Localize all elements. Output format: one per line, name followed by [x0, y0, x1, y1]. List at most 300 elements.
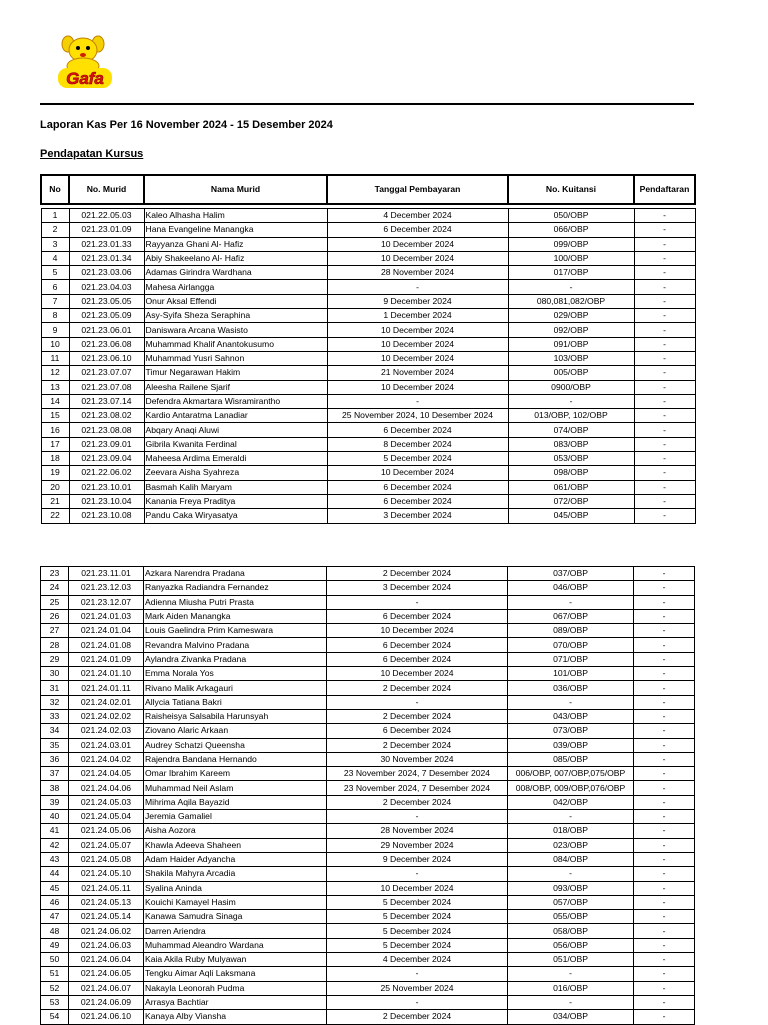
- row-receipt-no: 100/OBP: [508, 251, 634, 265]
- header-no: No: [41, 175, 69, 204]
- row-receipt-no: 045/OBP: [508, 509, 634, 523]
- row-receipt-no: 046/OBP: [508, 581, 634, 595]
- row-student-name: Muhammad Yusri Sahnon: [144, 351, 327, 365]
- row-receipt-no: 008/OBP, 009/OBP,076/OBP: [508, 781, 634, 795]
- row-receipt-no: 085/OBP: [508, 752, 634, 766]
- row-student-name: Louis Gaelindra Prim Kameswara: [144, 624, 327, 638]
- row-student-id: 021.23.03.06: [69, 266, 144, 280]
- table-row: [41, 995, 695, 1009]
- row-receipt-no: -: [508, 394, 634, 408]
- row-student-id: 021.23.01.09: [69, 223, 144, 237]
- row-receipt-no: 089/OBP: [508, 624, 634, 638]
- table-row: [41, 695, 695, 709]
- table-row: [41, 480, 695, 494]
- table-row: [41, 667, 695, 681]
- row-registration: -: [634, 323, 695, 337]
- row-payment-date: 10 December 2024: [327, 251, 508, 265]
- row-student-name: Gibrila Kwanita Ferdinal: [144, 437, 327, 451]
- table-row: [41, 266, 695, 280]
- row-payment-date: 25 November 2024, 10 Desember 2024: [327, 409, 508, 423]
- table-row: [41, 509, 695, 523]
- table-row: [41, 767, 695, 781]
- table-row: [41, 595, 695, 609]
- row-student-id: 021.23.10.01: [69, 480, 144, 494]
- row-no: 17: [41, 437, 69, 451]
- row-no: 34: [41, 724, 69, 738]
- row-registration: -: [634, 824, 695, 838]
- row-student-name: Abiy Shakeelano Al- Hafiz: [144, 251, 327, 265]
- row-receipt-no: 017/OBP: [508, 266, 634, 280]
- row-payment-date: 6 December 2024: [327, 638, 508, 652]
- row-student-name: Rivano Malik Arkagauri: [144, 681, 327, 695]
- table-row: [41, 981, 695, 995]
- row-receipt-no: 056/OBP: [508, 938, 634, 952]
- row-no: 37: [41, 767, 69, 781]
- row-no: 16: [41, 423, 69, 437]
- row-student-id: 021.23.07.07: [69, 366, 144, 380]
- table-row: [41, 838, 695, 852]
- row-student-name: Kaia Akila Ruby Mulyawan: [144, 953, 327, 967]
- row-no: 42: [41, 838, 69, 852]
- row-no: 25: [41, 595, 69, 609]
- table-row: [41, 1010, 695, 1024]
- row-student-name: Azkara Narendra Pradana: [144, 567, 327, 581]
- table-row: [41, 938, 695, 952]
- row-registration: -: [634, 380, 695, 394]
- row-student-id: 021.24.01.04: [69, 624, 144, 638]
- row-no: 10: [41, 337, 69, 351]
- row-payment-date: 6 December 2024: [327, 652, 508, 666]
- row-registration: -: [634, 280, 695, 294]
- row-no: 14: [41, 394, 69, 408]
- row-registration: -: [634, 895, 695, 909]
- header-payment-date: Tanggal Pembayaran: [327, 175, 508, 204]
- row-no: 23: [41, 567, 69, 581]
- row-student-name: Rayyanza Ghani Al- Hafiz: [144, 237, 327, 251]
- row-no: 1: [41, 209, 69, 223]
- row-registration: -: [634, 910, 695, 924]
- row-payment-date: 28 November 2024: [327, 266, 508, 280]
- row-receipt-no: 055/OBP: [508, 910, 634, 924]
- table-row: [41, 652, 695, 666]
- row-receipt-no: 057/OBP: [508, 895, 634, 909]
- row-registration: -: [634, 624, 695, 638]
- row-receipt-no: 016/OBP: [508, 981, 634, 995]
- row-student-id: 021.23.07.14: [69, 394, 144, 408]
- row-payment-date: 2 December 2024: [327, 567, 508, 581]
- row-payment-date: 10 December 2024: [327, 667, 508, 681]
- row-student-name: Kaleo Alhasha Halim: [144, 209, 327, 223]
- table-row: [41, 351, 695, 365]
- table-row: [41, 567, 695, 581]
- row-student-id: 021.24.03.01: [69, 738, 144, 752]
- row-student-name: Tengku Aimar Aqli Laksmana: [144, 967, 327, 981]
- row-receipt-no: 099/OBP: [508, 237, 634, 251]
- row-student-id: 021.24.06.09: [69, 995, 144, 1009]
- table-row: [41, 223, 695, 237]
- row-payment-date: -: [327, 967, 508, 981]
- table-row: [41, 953, 695, 967]
- row-registration: -: [634, 995, 695, 1009]
- row-student-id: 021.24.05.04: [69, 810, 144, 824]
- row-no: 9: [41, 323, 69, 337]
- table-row: [41, 967, 695, 981]
- row-student-id: 021.24.04.05: [69, 767, 144, 781]
- row-student-id: 021.24.01.03: [69, 609, 144, 623]
- table-row: [41, 609, 695, 623]
- row-student-id: 021.23.06.01: [69, 323, 144, 337]
- header-registration: Pendaftaran: [634, 175, 695, 204]
- row-registration: -: [634, 795, 695, 809]
- row-payment-date: 5 December 2024: [327, 452, 508, 466]
- table-row: [41, 624, 695, 638]
- table-row: [41, 437, 695, 451]
- row-registration: -: [634, 337, 695, 351]
- table-header-row: [41, 175, 695, 204]
- row-payment-date: 2 December 2024: [327, 1010, 508, 1024]
- row-no: 3: [41, 237, 69, 251]
- row-receipt-no: 071/OBP: [508, 652, 634, 666]
- row-registration: -: [634, 652, 695, 666]
- row-no: 7: [41, 294, 69, 308]
- row-no: 40: [41, 810, 69, 824]
- row-no: 27: [41, 624, 69, 638]
- row-student-name: Defendra Akmartara Wisramirantho: [144, 394, 327, 408]
- header-student-id: No. Murid: [69, 175, 144, 204]
- row-receipt-no: 098/OBP: [508, 466, 634, 480]
- table-row: [41, 724, 695, 738]
- table-row: [41, 810, 695, 824]
- row-receipt-no: 061/OBP: [508, 480, 634, 494]
- row-student-id: 021.23.10.08: [69, 509, 144, 523]
- row-student-id: 021.24.04.02: [69, 752, 144, 766]
- row-registration: -: [634, 667, 695, 681]
- row-student-id: 021.23.06.08: [69, 337, 144, 351]
- row-no: 46: [41, 895, 69, 909]
- row-student-name: Darren Ariendra: [144, 924, 327, 938]
- row-receipt-no: 091/OBP: [508, 337, 634, 351]
- table-row: [41, 867, 695, 881]
- table-row: [41, 251, 695, 265]
- row-no: 43: [41, 852, 69, 866]
- row-student-id: 021.23.08.02: [69, 409, 144, 423]
- row-payment-date: -: [327, 810, 508, 824]
- row-no: 54: [41, 1010, 69, 1024]
- row-payment-date: -: [327, 695, 508, 709]
- row-payment-date: 6 December 2024: [327, 724, 508, 738]
- row-payment-date: 23 November 2024, 7 Desember 2024: [327, 767, 508, 781]
- row-no: 35: [41, 738, 69, 752]
- header-divider: [40, 103, 694, 105]
- table-row: [41, 681, 695, 695]
- row-registration: -: [634, 351, 695, 365]
- row-no: 5: [41, 266, 69, 280]
- row-no: 38: [41, 781, 69, 795]
- row-receipt-no: 074/OBP: [508, 423, 634, 437]
- row-receipt-no: 036/OBP: [508, 681, 634, 695]
- row-registration: -: [634, 967, 695, 981]
- row-payment-date: -: [327, 394, 508, 408]
- table-row: [41, 781, 695, 795]
- row-receipt-no: -: [508, 810, 634, 824]
- row-payment-date: 10 December 2024: [327, 237, 508, 251]
- row-receipt-no: 006/OBP, 007/OBP,075/OBP: [508, 767, 634, 781]
- row-student-id: 021.24.01.08: [69, 638, 144, 652]
- row-payment-date: 10 December 2024: [327, 466, 508, 480]
- row-receipt-no: 072/OBP: [508, 494, 634, 508]
- row-no: 50: [41, 953, 69, 967]
- row-student-name: Aisha Aozora: [144, 824, 327, 838]
- row-no: 53: [41, 995, 69, 1009]
- row-registration: -: [634, 852, 695, 866]
- row-registration: -: [634, 881, 695, 895]
- table-row: [41, 294, 695, 308]
- row-student-id: 021.24.05.06: [69, 824, 144, 838]
- row-registration: -: [634, 266, 695, 280]
- row-payment-date: 8 December 2024: [327, 437, 508, 451]
- row-no: 48: [41, 924, 69, 938]
- row-no: 28: [41, 638, 69, 652]
- row-receipt-no: 066/OBP: [508, 223, 634, 237]
- row-student-name: Muhammad Khalif Anantokusumo: [144, 337, 327, 351]
- row-student-id: 021.23.01.33: [69, 237, 144, 251]
- row-registration: -: [634, 681, 695, 695]
- row-payment-date: 4 December 2024: [327, 209, 508, 223]
- table-row: [41, 910, 695, 924]
- row-registration: -: [634, 924, 695, 938]
- row-student-id: 021.23.11.01: [69, 567, 144, 581]
- row-student-name: Onur Aksal Effendi: [144, 294, 327, 308]
- row-registration: -: [634, 781, 695, 795]
- row-student-name: Khawla Adeeva Shaheen: [144, 838, 327, 852]
- row-student-name: Daniswara Arcana Wasisto: [144, 323, 327, 337]
- row-student-id: 021.24.02.02: [69, 709, 144, 723]
- row-receipt-no: 101/OBP: [508, 667, 634, 681]
- row-no: 44: [41, 867, 69, 881]
- table-row: [41, 752, 695, 766]
- table-row: [41, 581, 695, 595]
- row-student-id: 021.24.02.01: [69, 695, 144, 709]
- row-payment-date: -: [327, 995, 508, 1009]
- row-no: 52: [41, 981, 69, 995]
- row-registration: -: [634, 724, 695, 738]
- row-receipt-no: 037/OBP: [508, 567, 634, 581]
- row-registration: -: [634, 309, 695, 323]
- row-receipt-no: 073/OBP: [508, 724, 634, 738]
- row-no: 13: [41, 380, 69, 394]
- row-receipt-no: 013/OBP, 102/OBP: [508, 409, 634, 423]
- row-student-id: 021.24.04.06: [69, 781, 144, 795]
- row-payment-date: 29 November 2024: [327, 838, 508, 852]
- row-student-name: Kanaya Alby Viansha: [144, 1010, 327, 1024]
- row-no: 11: [41, 351, 69, 365]
- row-no: 51: [41, 967, 69, 981]
- row-payment-date: 10 December 2024: [327, 881, 508, 895]
- row-student-id: 021.24.06.03: [69, 938, 144, 952]
- row-student-name: Adamas Girindra Wardhana: [144, 266, 327, 280]
- row-registration: -: [634, 251, 695, 265]
- income-table-page2: [40, 566, 695, 1025]
- row-registration: -: [634, 938, 695, 952]
- row-payment-date: 3 December 2024: [327, 509, 508, 523]
- row-registration: -: [634, 709, 695, 723]
- row-student-id: 021.24.05.08: [69, 852, 144, 866]
- row-registration: -: [634, 1010, 695, 1024]
- row-student-name: Nakayla Leonorah Pudma: [144, 981, 327, 995]
- row-payment-date: 2 December 2024: [327, 795, 508, 809]
- row-student-name: Aylandra Zivanka Pradana: [144, 652, 327, 666]
- row-payment-date: 5 December 2024: [327, 895, 508, 909]
- row-no: 29: [41, 652, 69, 666]
- row-registration: -: [634, 810, 695, 824]
- row-payment-date: 21 November 2024: [327, 366, 508, 380]
- table-row: [41, 237, 695, 251]
- row-registration: -: [634, 838, 695, 852]
- row-receipt-no: 093/OBP: [508, 881, 634, 895]
- row-payment-date: 2 December 2024: [327, 738, 508, 752]
- logo-text: Gafa: [66, 69, 104, 88]
- row-student-id: 021.24.05.03: [69, 795, 144, 809]
- gafa-logo: [54, 30, 116, 90]
- row-receipt-no: 058/OBP: [508, 924, 634, 938]
- row-registration: -: [634, 294, 695, 308]
- row-student-name: Hana Evangeline Manangka: [144, 223, 327, 237]
- row-payment-date: 6 December 2024: [327, 480, 508, 494]
- row-receipt-no: -: [508, 867, 634, 881]
- row-registration: -: [634, 738, 695, 752]
- row-registration: -: [634, 423, 695, 437]
- table-row: [41, 895, 695, 909]
- row-student-name: Jeremia Gamaliel: [144, 810, 327, 824]
- row-student-name: Adienna Miusha Putri Prasta: [144, 595, 327, 609]
- table-row: [41, 323, 695, 337]
- row-student-name: Pandu Caka Wiryasatya: [144, 509, 327, 523]
- row-student-name: Abqary Anaqi Aluwi: [144, 423, 327, 437]
- row-receipt-no: 103/OBP: [508, 351, 634, 365]
- row-registration: -: [634, 509, 695, 523]
- section-title: Pendapatan Kursus: [40, 148, 144, 160]
- row-registration: -: [634, 953, 695, 967]
- row-payment-date: 10 December 2024: [327, 323, 508, 337]
- table-row: [41, 709, 695, 723]
- row-registration: -: [634, 480, 695, 494]
- header-student-name: Nama Murid: [144, 175, 327, 204]
- row-student-name: Asy-Syifa Sheza Seraphina: [144, 309, 327, 323]
- table-row: [41, 852, 695, 866]
- row-registration: -: [634, 981, 695, 995]
- row-payment-date: 23 November 2024, 7 Desember 2024: [327, 781, 508, 795]
- table-row: [41, 337, 695, 351]
- row-registration: -: [634, 366, 695, 380]
- row-student-id: 021.23.10.04: [69, 494, 144, 508]
- row-receipt-no: -: [508, 967, 634, 981]
- row-student-id: 021.23.09.04: [69, 452, 144, 466]
- row-student-id: 021.23.06.10: [69, 351, 144, 365]
- row-student-name: Timur Negarawan Hakim: [144, 366, 327, 380]
- row-payment-date: 6 December 2024: [327, 423, 508, 437]
- row-receipt-no: -: [508, 280, 634, 294]
- row-no: 24: [41, 581, 69, 595]
- row-registration: -: [634, 437, 695, 451]
- table-row: [41, 409, 695, 423]
- row-student-name: Audrey Schatzi Queensha: [144, 738, 327, 752]
- row-student-name: Ziovano Alaric Arkaan: [144, 724, 327, 738]
- row-payment-date: -: [327, 867, 508, 881]
- row-student-name: Muhammad Neil Aslam: [144, 781, 327, 795]
- row-payment-date: 10 December 2024: [327, 337, 508, 351]
- row-student-name: Allycia Tatiana Bakri: [144, 695, 327, 709]
- row-student-id: 021.22.05.03: [69, 209, 144, 223]
- row-no: 36: [41, 752, 69, 766]
- row-receipt-no: 042/OBP: [508, 795, 634, 809]
- row-payment-date: 3 December 2024: [327, 581, 508, 595]
- table-row: [41, 466, 695, 480]
- row-no: 12: [41, 366, 69, 380]
- row-student-name: Kouichi Kamayel Hasim: [144, 895, 327, 909]
- row-student-id: 021.23.08.08: [69, 423, 144, 437]
- row-receipt-no: 029/OBP: [508, 309, 634, 323]
- row-receipt-no: 043/OBP: [508, 709, 634, 723]
- row-no: 8: [41, 309, 69, 323]
- row-no: 45: [41, 881, 69, 895]
- row-payment-date: -: [327, 595, 508, 609]
- row-student-name: Rajendra Bandana Hernando: [144, 752, 327, 766]
- row-payment-date: 1 December 2024: [327, 309, 508, 323]
- row-student-name: Mahesa Airlangga: [144, 280, 327, 294]
- row-no: 32: [41, 695, 69, 709]
- row-student-name: Raisheisya Salsabila Harunsyah: [144, 709, 327, 723]
- row-receipt-no: -: [508, 695, 634, 709]
- row-no: 30: [41, 667, 69, 681]
- row-student-id: 021.23.05.05: [69, 294, 144, 308]
- row-registration: -: [634, 209, 695, 223]
- row-student-id: 021.24.05.11: [69, 881, 144, 895]
- header-receipt-no: No. Kuitansi: [508, 175, 634, 204]
- row-student-id: 021.24.06.02: [69, 924, 144, 938]
- row-payment-date: -: [327, 280, 508, 294]
- row-receipt-no: 051/OBP: [508, 953, 634, 967]
- row-registration: -: [634, 494, 695, 508]
- row-registration: -: [634, 638, 695, 652]
- table-row: [41, 638, 695, 652]
- row-no: 31: [41, 681, 69, 695]
- row-no: 20: [41, 480, 69, 494]
- row-registration: -: [634, 409, 695, 423]
- row-receipt-no: 0900/OBP: [508, 380, 634, 394]
- row-student-id: 021.24.01.09: [69, 652, 144, 666]
- row-receipt-no: 050/OBP: [508, 209, 634, 223]
- row-no: 21: [41, 494, 69, 508]
- row-no: 22: [41, 509, 69, 523]
- row-payment-date: 5 December 2024: [327, 924, 508, 938]
- row-no: 47: [41, 910, 69, 924]
- row-student-id: 021.24.05.07: [69, 838, 144, 852]
- row-student-name: Basmah Kalih Maryam: [144, 480, 327, 494]
- row-no: 6: [41, 280, 69, 294]
- table-row: [41, 280, 695, 294]
- row-receipt-no: 070/OBP: [508, 638, 634, 652]
- row-receipt-no: 023/OBP: [508, 838, 634, 852]
- row-student-id: 021.23.12.07: [69, 595, 144, 609]
- table-row: [41, 366, 695, 380]
- row-payment-date: 6 December 2024: [327, 609, 508, 623]
- row-student-name: Shakila Mahyra Arcadia: [144, 867, 327, 881]
- row-registration: -: [634, 466, 695, 480]
- row-student-id: 021.23.01.34: [69, 251, 144, 265]
- row-student-name: Ranyazka Radiandra Fernandez: [144, 581, 327, 595]
- row-student-id: 021.22.06.02: [69, 466, 144, 480]
- row-registration: -: [634, 452, 695, 466]
